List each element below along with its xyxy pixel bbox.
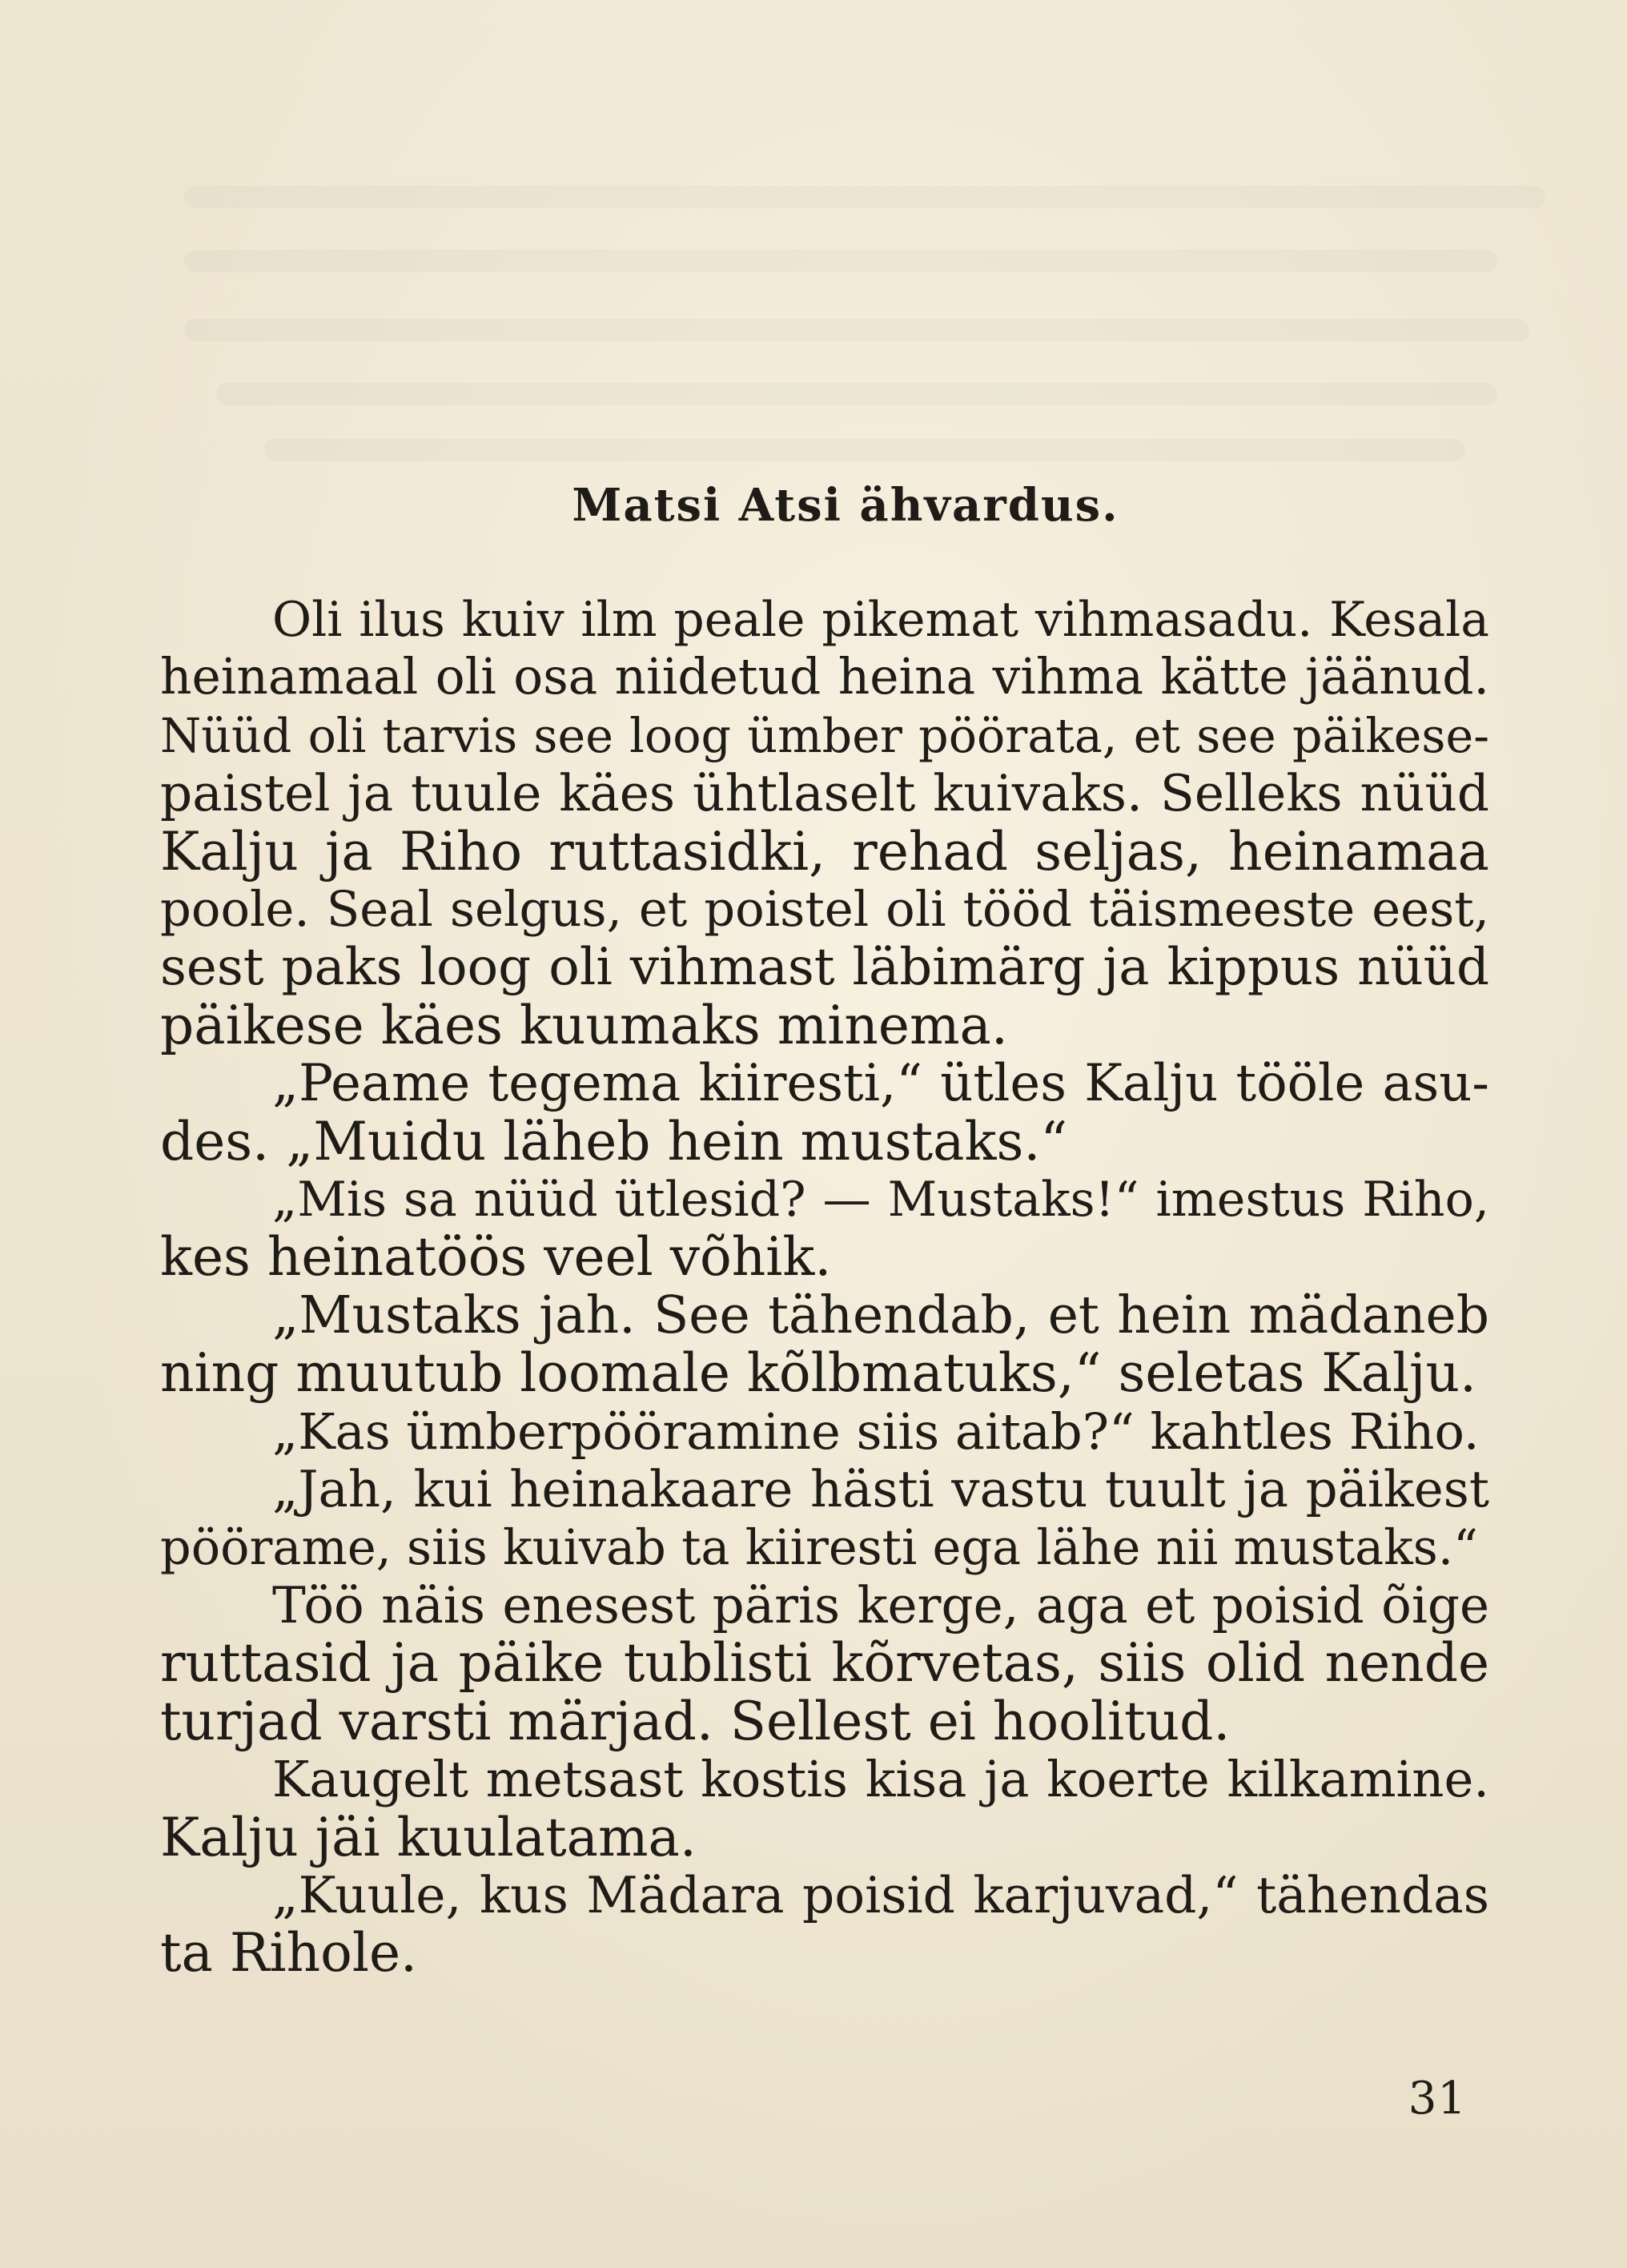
text-line: „Peame tegema kiiresti,“ ütles Kalju tööle asu- xyxy=(272,1054,1489,1114)
show-through-text xyxy=(184,186,1545,208)
text-line: Kaugelt metsast kostis kisa ja koerte kilkamine. xyxy=(272,1750,1489,1809)
text-line: Nüüd oli tarvis see loog ümber pöörata, et see päikese- xyxy=(160,708,1489,763)
text-line: sest paks loog oli vihmast läbimärg ja kippus nüüd xyxy=(160,938,1489,998)
text-line: „Jah, kui heinakaare hästi vastu tuult ja päikest xyxy=(272,1460,1489,1519)
paragraph xyxy=(160,1577,1489,1751)
text-line: heinamaal oli osa niidetud heina vihma kätte jäänud. xyxy=(160,649,1489,706)
paragraph xyxy=(160,1403,1489,1461)
text-line: „Kas ümberpööramine siis aitab?“ kahtles Riho. xyxy=(272,1401,1480,1461)
text-line: Töö näis enesest päris kerge, aga et poisid õige xyxy=(272,1575,1489,1635)
show-through-text xyxy=(264,439,1465,461)
show-through-text xyxy=(184,250,1497,272)
page-number: 31 xyxy=(1408,2073,1467,2125)
text-line: pöörame, siis kuivab ta kiiresti ega lähe nii mustaks.“ xyxy=(160,1519,1478,1576)
show-through-text xyxy=(216,383,1497,405)
chapter-title: Matsi Atsi ähvardus. xyxy=(572,479,1119,532)
text-line: turjad varsti märjad. Sellest ei hoolitud. xyxy=(160,1690,1231,1752)
text-line: ruttasid ja päike tublisti kõrvetas, siis olid nende xyxy=(160,1632,1489,1695)
text-line: des. „Muidu läheb hein mustaks.“ xyxy=(160,1110,1068,1172)
text-line: Oli ilus kuiv ilm peale pikemat vihmasadu. Kesala xyxy=(272,592,1489,648)
paragraph xyxy=(160,1751,1489,1867)
text-line: „Mustaks jah. See tähendab, et hein mädaneb xyxy=(272,1285,1489,1345)
text-line: Kalju ja Riho ruttasidki, rehad seljas, heinamaa xyxy=(160,820,1489,883)
paragraph xyxy=(160,1867,1489,1983)
body-text xyxy=(160,591,1489,1983)
text-line: poole. Seal selgus, et poistel oli tööd täismeeste eest, xyxy=(160,882,1489,939)
text-line: „Kuule, kus Mädara poisid karjuvad,“ tähendas xyxy=(272,1865,1489,1924)
text-line: „Mis sa nüüd ütlesid? — Mustaks!“ imestus Riho, xyxy=(272,1172,1489,1228)
paragraph xyxy=(160,591,1489,1055)
paragraph xyxy=(160,1171,1489,1287)
text-line: päikese käes kuumaks minema. xyxy=(160,994,1008,1056)
paragraph xyxy=(160,1055,1489,1171)
text-line: ta Rihole. xyxy=(160,1922,418,1984)
show-through-text xyxy=(184,319,1529,341)
text-line: kes heinatöös veel võhik. xyxy=(160,1226,832,1289)
paragraph xyxy=(160,1287,1489,1403)
paragraph xyxy=(160,1461,1489,1577)
text-line: paistel ja tuule käes ühtlaselt kuivaks. Selleks nüüd xyxy=(160,764,1489,823)
text-line: ning muutub loomale kõlbmatuks,“ seletas Kalju. xyxy=(160,1342,1477,1405)
text-line: Kalju jäi kuulatama. xyxy=(160,1806,697,1868)
